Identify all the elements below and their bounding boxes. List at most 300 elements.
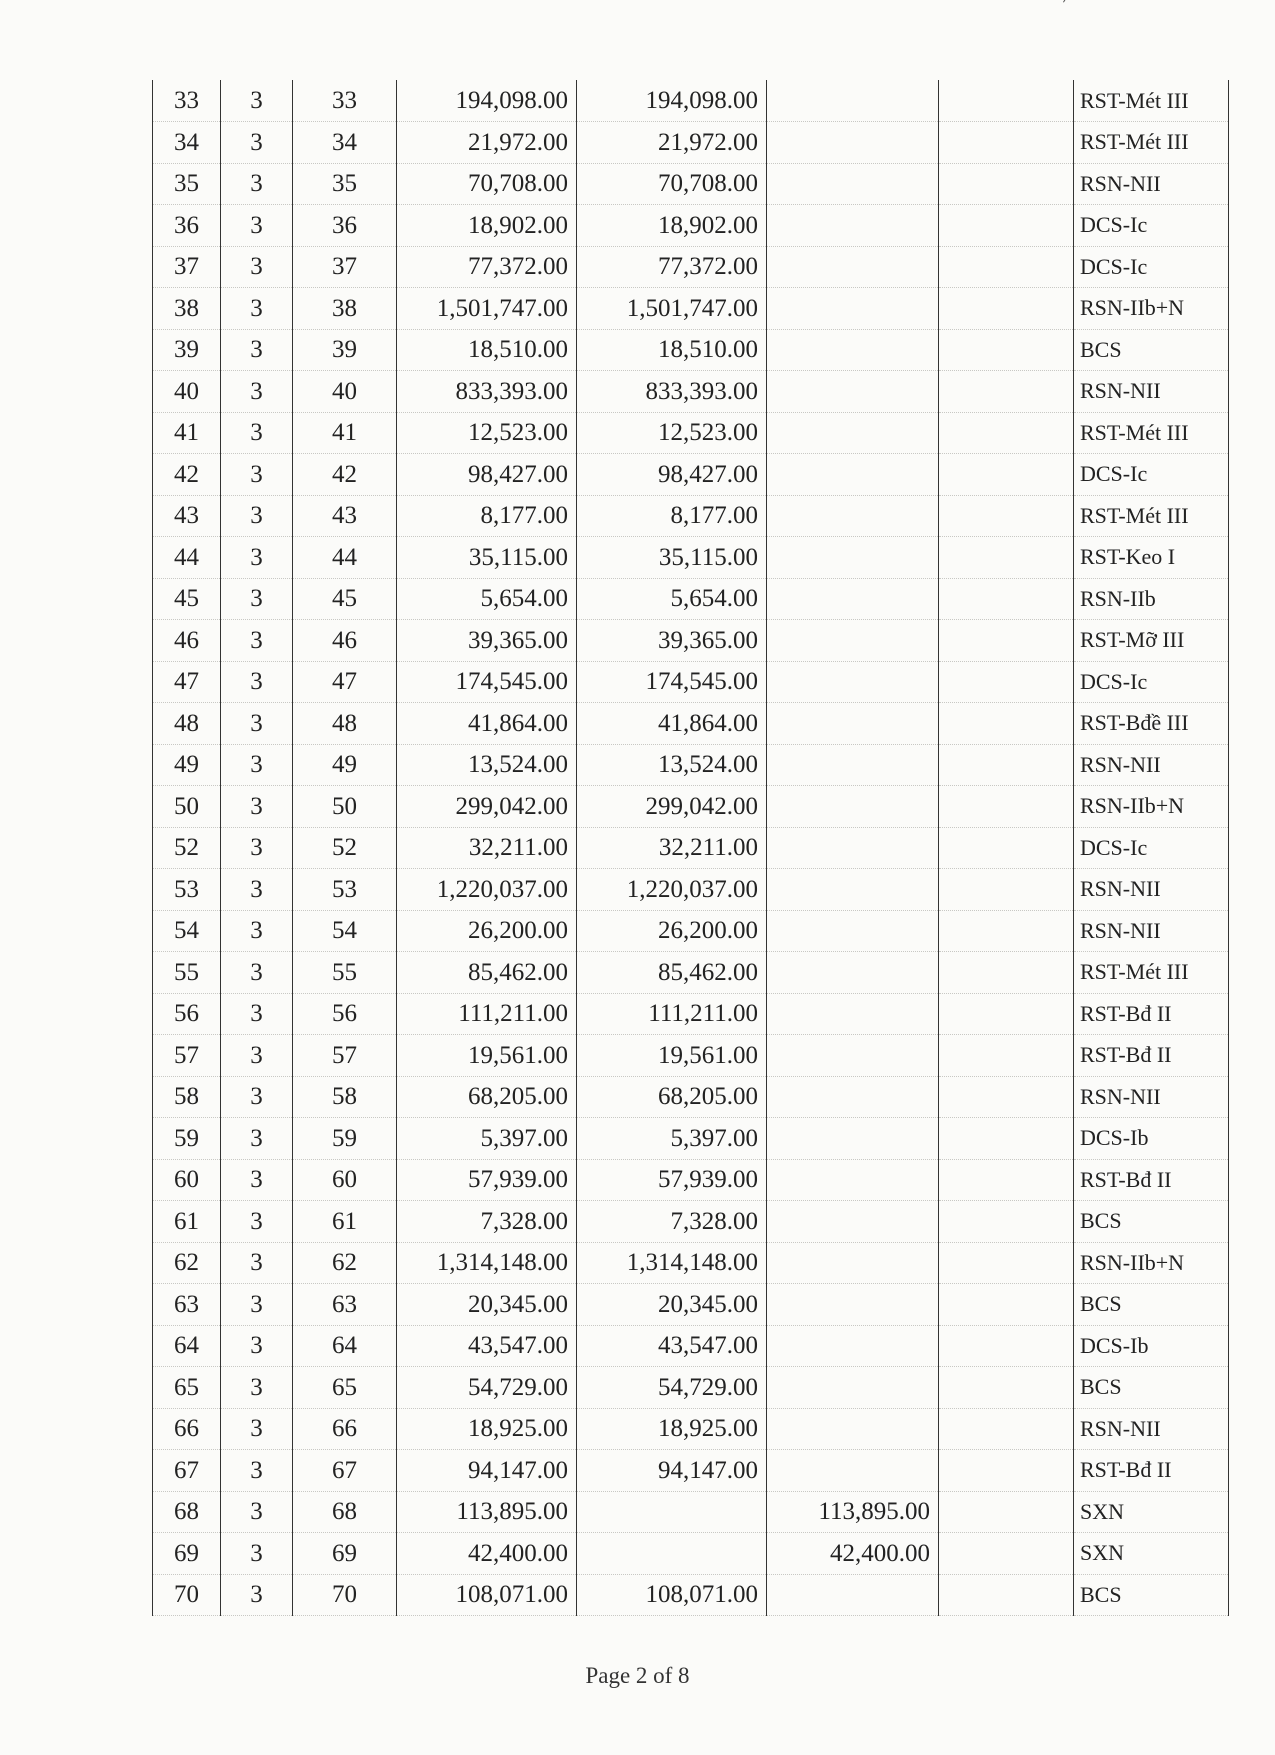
plot-number-cell: 55: [293, 952, 397, 994]
table-row: [153, 412, 1229, 454]
area-value-2-cell: 19,561.00: [577, 1035, 767, 1077]
land-type-cell: RSN-NII: [1074, 371, 1229, 413]
area-value-3-cell: [767, 412, 939, 454]
area-value-2-cell: 21,972.00: [577, 122, 767, 164]
table-row: [153, 703, 1229, 745]
row-index-cell: 35: [153, 163, 221, 205]
scan-mark: [1063, 0, 1085, 3]
table-row: [153, 1076, 1229, 1118]
empty-cell: [939, 1408, 1074, 1450]
row-index-cell: 60: [153, 1159, 221, 1201]
group-cell: 3: [221, 703, 293, 745]
land-type-cell: BCS: [1074, 1284, 1229, 1326]
row-index-cell: 42: [153, 454, 221, 496]
page-footer: [0, 1663, 1275, 1689]
group-cell: 3: [221, 537, 293, 579]
table-row: [153, 1408, 1229, 1450]
area-value-3-cell: [767, 910, 939, 952]
plot-number-cell: 53: [293, 869, 397, 911]
plot-number-cell: 64: [293, 1325, 397, 1367]
area-value-cell: 13,524.00: [397, 744, 577, 786]
empty-cell: [939, 1159, 1074, 1201]
empty-cell: [939, 1035, 1074, 1077]
empty-cell: [939, 288, 1074, 330]
group-cell: 3: [221, 80, 293, 122]
row-index-cell: 62: [153, 1242, 221, 1284]
area-value-2-cell: 1,501,747.00: [577, 288, 767, 330]
empty-cell: [939, 910, 1074, 952]
row-index-cell: 45: [153, 578, 221, 620]
plot-number-cell: 68: [293, 1491, 397, 1533]
group-cell: 3: [221, 620, 293, 662]
group-cell: 3: [221, 1367, 293, 1409]
plot-number-cell: 62: [293, 1242, 397, 1284]
area-value-3-cell: [767, 1242, 939, 1284]
area-value-cell: 1,314,148.00: [397, 1242, 577, 1284]
row-index-cell: 44: [153, 537, 221, 579]
table-row: [153, 205, 1229, 247]
row-index-cell: 40: [153, 371, 221, 413]
group-cell: 3: [221, 1076, 293, 1118]
table-row: [153, 1242, 1229, 1284]
area-value-2-cell: 18,925.00: [577, 1408, 767, 1450]
area-value-3-cell: [767, 578, 939, 620]
row-index-cell: 46: [153, 620, 221, 662]
table-row: [153, 786, 1229, 828]
area-value-3-cell: [767, 993, 939, 1035]
area-value-3-cell: [767, 827, 939, 869]
land-type-cell: RST-Mét III: [1074, 80, 1229, 122]
table-row: [153, 1118, 1229, 1160]
area-value-2-cell: 299,042.00: [577, 786, 767, 828]
row-index-cell: 47: [153, 661, 221, 703]
plot-number-cell: 42: [293, 454, 397, 496]
area-value-2-cell: 174,545.00: [577, 661, 767, 703]
area-value-cell: 299,042.00: [397, 786, 577, 828]
group-cell: 3: [221, 1284, 293, 1326]
area-value-3-cell: [767, 786, 939, 828]
empty-cell: [939, 1076, 1074, 1118]
row-index-cell: 48: [153, 703, 221, 745]
plot-number-cell: 43: [293, 495, 397, 537]
area-value-cell: 1,501,747.00: [397, 288, 577, 330]
area-value-2-cell: 18,902.00: [577, 205, 767, 247]
empty-cell: [939, 993, 1074, 1035]
table-row: [153, 1450, 1229, 1492]
land-type-cell: BCS: [1074, 1367, 1229, 1409]
group-cell: 3: [221, 1242, 293, 1284]
area-value-3-cell: [767, 1118, 939, 1160]
group-cell: 3: [221, 1118, 293, 1160]
area-value-3-cell: [767, 80, 939, 122]
area-value-2-cell: 13,524.00: [577, 744, 767, 786]
area-value-2-cell: 194,098.00: [577, 80, 767, 122]
area-value-cell: 194,098.00: [397, 80, 577, 122]
land-type-cell: RST-Mét III: [1074, 412, 1229, 454]
table-row: [153, 827, 1229, 869]
area-value-cell: 85,462.00: [397, 952, 577, 994]
area-value-2-cell: 8,177.00: [577, 495, 767, 537]
group-cell: 3: [221, 869, 293, 911]
land-type-cell: RSN-NII: [1074, 744, 1229, 786]
table-row: [153, 1574, 1229, 1616]
area-value-3-cell: [767, 329, 939, 371]
table-row: [153, 371, 1229, 413]
group-cell: 3: [221, 371, 293, 413]
area-value-2-cell: 98,427.00: [577, 454, 767, 496]
area-value-2-cell: 18,510.00: [577, 329, 767, 371]
plot-number-cell: 49: [293, 744, 397, 786]
empty-cell: [939, 412, 1074, 454]
plot-number-cell: 34: [293, 122, 397, 164]
land-type-cell: RSN-NII: [1074, 163, 1229, 205]
plot-number-cell: 69: [293, 1533, 397, 1575]
area-value-cell: 70,708.00: [397, 163, 577, 205]
table-row: [153, 163, 1229, 205]
group-cell: 3: [221, 288, 293, 330]
area-value-2-cell: 5,397.00: [577, 1118, 767, 1160]
table-row: [153, 1491, 1229, 1533]
table-row: [153, 1533, 1229, 1575]
row-index-cell: 67: [153, 1450, 221, 1492]
empty-cell: [939, 495, 1074, 537]
table-row: [153, 1367, 1229, 1409]
table-row: [153, 80, 1229, 122]
plot-number-cell: 63: [293, 1284, 397, 1326]
table-row: [153, 661, 1229, 703]
area-value-3-cell: [767, 1284, 939, 1326]
area-value-cell: 57,939.00: [397, 1159, 577, 1201]
plot-number-cell: 37: [293, 246, 397, 288]
area-value-3-cell: [767, 454, 939, 496]
land-type-cell: BCS: [1074, 1574, 1229, 1616]
group-cell: 3: [221, 1533, 293, 1575]
group-cell: 3: [221, 1035, 293, 1077]
row-index-cell: 66: [153, 1408, 221, 1450]
land-type-cell: RST-Bđ II: [1074, 1450, 1229, 1492]
row-index-cell: 63: [153, 1284, 221, 1326]
empty-cell: [939, 952, 1074, 994]
area-value-cell: 77,372.00: [397, 246, 577, 288]
plot-number-cell: 35: [293, 163, 397, 205]
land-type-cell: DCS-Ic: [1074, 246, 1229, 288]
plot-number-cell: 47: [293, 661, 397, 703]
table-row: [153, 1325, 1229, 1367]
table-row: [153, 122, 1229, 164]
area-value-3-cell: [767, 122, 939, 164]
plot-number-cell: 61: [293, 1201, 397, 1243]
area-value-3-cell: [767, 1574, 939, 1616]
empty-cell: [939, 827, 1074, 869]
row-index-cell: 61: [153, 1201, 221, 1243]
area-value-3-cell: [767, 163, 939, 205]
row-index-cell: 50: [153, 786, 221, 828]
area-value-2-cell: 54,729.00: [577, 1367, 767, 1409]
land-type-cell: DCS-Ib: [1074, 1325, 1229, 1367]
area-value-cell: 18,902.00: [397, 205, 577, 247]
table-row: [153, 993, 1229, 1035]
plot-number-cell: 67: [293, 1450, 397, 1492]
area-value-cell: 39,365.00: [397, 620, 577, 662]
land-type-cell: RST-Mỡ III: [1074, 620, 1229, 662]
table-row: [153, 1035, 1229, 1077]
empty-cell: [939, 578, 1074, 620]
area-value-cell: 113,895.00: [397, 1491, 577, 1533]
empty-cell: [939, 1533, 1074, 1575]
row-index-cell: 34: [153, 122, 221, 164]
land-type-cell: RSN-IIb+N: [1074, 786, 1229, 828]
land-type-cell: RST-Bđ II: [1074, 1159, 1229, 1201]
area-value-3-cell: [767, 1159, 939, 1201]
area-value-3-cell: 113,895.00: [767, 1491, 939, 1533]
area-value-3-cell: [767, 1035, 939, 1077]
area-value-cell: 54,729.00: [397, 1367, 577, 1409]
area-value-2-cell: 7,328.00: [577, 1201, 767, 1243]
land-type-cell: RSN-NII: [1074, 1076, 1229, 1118]
ledger-body: [153, 80, 1229, 1616]
land-type-cell: DCS-Ic: [1074, 827, 1229, 869]
area-value-cell: 26,200.00: [397, 910, 577, 952]
area-value-cell: 108,071.00: [397, 1574, 577, 1616]
row-index-cell: 49: [153, 744, 221, 786]
area-value-cell: 7,328.00: [397, 1201, 577, 1243]
land-type-cell: RSN-NII: [1074, 910, 1229, 952]
area-value-2-cell: 94,147.00: [577, 1450, 767, 1492]
land-type-cell: RSN-IIb+N: [1074, 1242, 1229, 1284]
row-index-cell: 68: [153, 1491, 221, 1533]
area-value-2-cell: 32,211.00: [577, 827, 767, 869]
group-cell: 3: [221, 744, 293, 786]
group-cell: 3: [221, 1159, 293, 1201]
area-value-cell: 41,864.00: [397, 703, 577, 745]
empty-cell: [939, 1450, 1074, 1492]
row-index-cell: 37: [153, 246, 221, 288]
ledger-table: [152, 80, 1229, 1616]
group-cell: 3: [221, 1491, 293, 1533]
area-value-cell: 5,397.00: [397, 1118, 577, 1160]
group-cell: 3: [221, 246, 293, 288]
land-type-cell: RST-Mét III: [1074, 122, 1229, 164]
area-value-3-cell: [767, 1367, 939, 1409]
plot-number-cell: 36: [293, 205, 397, 247]
area-value-2-cell: 1,220,037.00: [577, 869, 767, 911]
row-index-cell: 53: [153, 869, 221, 911]
area-value-cell: 12,523.00: [397, 412, 577, 454]
empty-cell: [939, 1491, 1074, 1533]
area-value-2-cell: 12,523.00: [577, 412, 767, 454]
area-value-2-cell: 57,939.00: [577, 1159, 767, 1201]
group-cell: 3: [221, 122, 293, 164]
plot-number-cell: 54: [293, 910, 397, 952]
empty-cell: [939, 1574, 1074, 1616]
plot-number-cell: 40: [293, 371, 397, 413]
plot-number-cell: 70: [293, 1574, 397, 1616]
row-index-cell: 64: [153, 1325, 221, 1367]
empty-cell: [939, 1118, 1074, 1160]
land-type-cell: RST-Bđề III: [1074, 703, 1229, 745]
area-value-2-cell: 70,708.00: [577, 163, 767, 205]
land-type-cell: DCS-Ic: [1074, 454, 1229, 496]
group-cell: 3: [221, 910, 293, 952]
area-value-2-cell: 20,345.00: [577, 1284, 767, 1326]
group-cell: 3: [221, 495, 293, 537]
area-value-3-cell: [767, 620, 939, 662]
empty-cell: [939, 661, 1074, 703]
group-cell: 3: [221, 454, 293, 496]
area-value-2-cell: 5,654.00: [577, 578, 767, 620]
group-cell: 3: [221, 1325, 293, 1367]
empty-cell: [939, 744, 1074, 786]
table-row: [153, 454, 1229, 496]
group-cell: 3: [221, 205, 293, 247]
empty-cell: [939, 371, 1074, 413]
land-type-cell: SXN: [1074, 1491, 1229, 1533]
table-row: [153, 329, 1229, 371]
area-value-2-cell: [577, 1533, 767, 1575]
table-row: [153, 910, 1229, 952]
area-value-cell: 68,205.00: [397, 1076, 577, 1118]
plot-number-cell: 66: [293, 1408, 397, 1450]
row-index-cell: 56: [153, 993, 221, 1035]
table-row: [153, 1201, 1229, 1243]
empty-cell: [939, 1284, 1074, 1326]
table-row: [153, 537, 1229, 579]
plot-number-cell: 52: [293, 827, 397, 869]
empty-cell: [939, 163, 1074, 205]
area-value-cell: 35,115.00: [397, 537, 577, 579]
empty-cell: [939, 329, 1074, 371]
area-value-3-cell: [767, 246, 939, 288]
page-number-label: Page 2 of 8: [585, 1663, 690, 1688]
row-index-cell: 69: [153, 1533, 221, 1575]
area-value-cell: 18,510.00: [397, 329, 577, 371]
area-value-cell: 19,561.00: [397, 1035, 577, 1077]
area-value-cell: 21,972.00: [397, 122, 577, 164]
area-value-3-cell: [767, 1325, 939, 1367]
area-value-2-cell: 26,200.00: [577, 910, 767, 952]
empty-cell: [939, 246, 1074, 288]
table-row: [153, 869, 1229, 911]
group-cell: 3: [221, 1201, 293, 1243]
area-value-3-cell: [767, 661, 939, 703]
area-value-cell: 98,427.00: [397, 454, 577, 496]
group-cell: 3: [221, 163, 293, 205]
empty-cell: [939, 1242, 1074, 1284]
area-value-cell: 5,654.00: [397, 578, 577, 620]
table-row: [153, 952, 1229, 994]
land-type-cell: DCS-Ib: [1074, 1118, 1229, 1160]
area-value-3-cell: [767, 703, 939, 745]
plot-number-cell: 33: [293, 80, 397, 122]
empty-cell: [939, 80, 1074, 122]
group-cell: 3: [221, 329, 293, 371]
area-value-2-cell: 41,864.00: [577, 703, 767, 745]
land-type-cell: RST-Bđ II: [1074, 993, 1229, 1035]
area-value-2-cell: 108,071.00: [577, 1574, 767, 1616]
land-type-cell: RST-Bđ II: [1074, 1035, 1229, 1077]
area-value-2-cell: 43,547.00: [577, 1325, 767, 1367]
area-value-3-cell: [767, 205, 939, 247]
area-value-cell: 1,220,037.00: [397, 869, 577, 911]
empty-cell: [939, 1201, 1074, 1243]
group-cell: 3: [221, 1450, 293, 1492]
row-index-cell: 38: [153, 288, 221, 330]
area-value-cell: 32,211.00: [397, 827, 577, 869]
area-value-3-cell: [767, 288, 939, 330]
group-cell: 3: [221, 412, 293, 454]
plot-number-cell: 41: [293, 412, 397, 454]
empty-cell: [939, 703, 1074, 745]
area-value-2-cell: 85,462.00: [577, 952, 767, 994]
area-value-cell: 111,211.00: [397, 993, 577, 1035]
row-index-cell: 33: [153, 80, 221, 122]
row-index-cell: 43: [153, 495, 221, 537]
land-type-cell: RSN-NII: [1074, 1408, 1229, 1450]
table-row: [153, 620, 1229, 662]
area-value-2-cell: 1,314,148.00: [577, 1242, 767, 1284]
area-value-3-cell: [767, 1076, 939, 1118]
row-index-cell: 54: [153, 910, 221, 952]
plot-number-cell: 45: [293, 578, 397, 620]
table-row: [153, 578, 1229, 620]
plot-number-cell: 56: [293, 993, 397, 1035]
area-value-cell: 43,547.00: [397, 1325, 577, 1367]
row-index-cell: 59: [153, 1118, 221, 1160]
table-row: [153, 495, 1229, 537]
area-value-cell: 174,545.00: [397, 661, 577, 703]
empty-cell: [939, 1367, 1074, 1409]
table-row: [153, 288, 1229, 330]
land-type-cell: RSN-IIb+N: [1074, 288, 1229, 330]
land-type-cell: RST-Keo I: [1074, 537, 1229, 579]
land-type-cell: RSN-IIb: [1074, 578, 1229, 620]
plot-number-cell: 46: [293, 620, 397, 662]
area-value-3-cell: [767, 495, 939, 537]
area-value-2-cell: 35,115.00: [577, 537, 767, 579]
empty-cell: [939, 454, 1074, 496]
group-cell: 3: [221, 578, 293, 620]
plot-number-cell: 50: [293, 786, 397, 828]
area-value-3-cell: [767, 869, 939, 911]
row-index-cell: 41: [153, 412, 221, 454]
row-index-cell: 55: [153, 952, 221, 994]
row-index-cell: 58: [153, 1076, 221, 1118]
land-type-cell: BCS: [1074, 329, 1229, 371]
plot-number-cell: 38: [293, 288, 397, 330]
plot-number-cell: 58: [293, 1076, 397, 1118]
area-value-3-cell: [767, 952, 939, 994]
area-value-cell: 8,177.00: [397, 495, 577, 537]
group-cell: 3: [221, 1408, 293, 1450]
plot-number-cell: 59: [293, 1118, 397, 1160]
empty-cell: [939, 786, 1074, 828]
area-value-cell: 94,147.00: [397, 1450, 577, 1492]
row-index-cell: 52: [153, 827, 221, 869]
row-index-cell: 36: [153, 205, 221, 247]
group-cell: 3: [221, 827, 293, 869]
area-value-2-cell: 39,365.00: [577, 620, 767, 662]
land-type-cell: BCS: [1074, 1201, 1229, 1243]
table-row: [153, 744, 1229, 786]
plot-number-cell: 60: [293, 1159, 397, 1201]
area-value-2-cell: 68,205.00: [577, 1076, 767, 1118]
area-value-2-cell: 111,211.00: [577, 993, 767, 1035]
land-type-cell: DCS-Ic: [1074, 205, 1229, 247]
plot-number-cell: 39: [293, 329, 397, 371]
area-value-3-cell: [767, 1201, 939, 1243]
area-value-3-cell: [767, 1408, 939, 1450]
area-value-2-cell: 77,372.00: [577, 246, 767, 288]
